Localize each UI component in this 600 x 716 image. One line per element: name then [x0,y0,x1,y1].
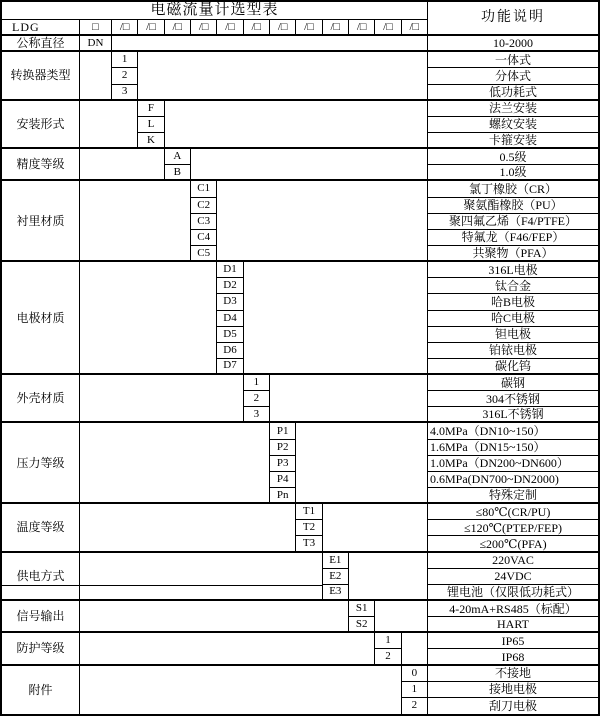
code-cell: 1 [402,682,428,698]
desc-cell: 24VDC [428,569,598,585]
span-cell [80,52,112,100]
code-cell: S2 [349,617,375,633]
span-cell [270,375,428,423]
code-cell: T2 [296,520,322,536]
model-slot-cell: /□ [165,20,191,36]
desc-cell: 聚四氟乙烯（F4/PTFE） [428,214,598,230]
span-cell [80,149,165,181]
desc-cell: 不接地 [428,666,598,682]
span-cell [80,633,375,665]
desc-cell: HART [428,617,598,633]
section-label: 防护等级 [2,633,80,665]
model-slot-cell: /□ [217,20,243,36]
desc-cell: 0.6MPa(DN700~DN2000) [428,472,598,488]
desc-cell: 低功耗式 [428,85,598,101]
code-cell: 2 [402,698,428,714]
code-cell: C3 [191,214,217,230]
desc-cell: 钛合金 [428,278,598,294]
section-label: 衬里材质 [2,181,80,262]
code-cell: B [165,165,191,181]
span-cell [80,262,217,375]
code-cell: 2 [244,391,270,407]
span-cell [80,423,270,504]
span-cell [80,553,323,601]
desc-cell: 锂电池（仅限低功耗式） [428,585,598,601]
desc-cell: 304不锈钢 [428,391,598,407]
model-slot-cell: /□ [375,20,401,36]
desc-cell: 哈B电极 [428,294,598,310]
code-cell: 3 [244,407,270,423]
code-cell: L [138,117,164,133]
code-cell: D6 [217,343,243,359]
desc-cell: 1.6MPa（DN15~150） [428,440,598,456]
code-cell: S1 [349,601,375,617]
span-cell [165,101,428,149]
code-cell: C1 [191,181,217,197]
section-label: 电极材质 [2,262,80,375]
code-cell: T3 [296,536,322,552]
desc-cell: 1.0级 [428,165,598,181]
desc-cell: 卡箍安装 [428,133,598,149]
desc-cell: 4-20mA+RS485（标配） [428,601,598,617]
desc-cell: 10-2000 [428,36,598,52]
span-cell [80,375,244,423]
section-label: 信号输出 [2,601,80,633]
desc-cell: 220VAC [428,553,598,569]
code-cell: C2 [191,198,217,214]
code-cell: Pn [270,488,296,504]
code-cell: P3 [270,456,296,472]
span-cell [244,262,428,375]
code-cell: 1 [375,633,401,649]
section-label: 供电方式 [2,553,80,601]
model-slot-cell: /□ [138,20,164,36]
desc-cell: 316L不锈钢 [428,407,598,423]
model-slot-cell: /□ [349,20,375,36]
code-cell: 2 [112,68,138,84]
code-cell: 0 [402,666,428,682]
desc-cell: 铂铱电极 [428,343,598,359]
span-cell [138,52,428,100]
desc-cell: 碳化钨 [428,359,598,375]
model-slot-cell: /□ [296,20,322,36]
span-cell [217,181,428,262]
code-cell: 2 [375,649,401,665]
desc-cell: 1.0MPa（DN200~DN600） [428,456,598,472]
code-cell: E1 [323,553,349,569]
code-cell: 3 [112,85,138,101]
model-box-cell: □ [80,20,112,36]
model-slot-cell: /□ [402,20,428,36]
section-label: 转换器类型 [2,52,80,100]
span-cell [80,504,296,552]
model-slot-cell: /□ [244,20,270,36]
span-cell [323,504,428,552]
section-label: 安装形式 [2,101,80,149]
code-cell: E3 [323,585,349,601]
code-cell: DN [80,36,112,52]
desc-cell: 一体式 [428,52,598,68]
desc-cell: ≤80℃(CR/PU) [428,504,598,520]
code-cell: F [138,101,164,117]
section-label: 附件 [2,666,80,714]
desc-cell: 钽电极 [428,327,598,343]
section-label: 外壳材质 [2,375,80,423]
model-slot-cell: /□ [191,20,217,36]
span-cell [191,149,428,181]
function-header: 功能说明 [428,2,598,36]
desc-cell: 316L电极 [428,262,598,278]
code-cell: 1 [112,52,138,68]
code-cell: D3 [217,294,243,310]
code-cell: P1 [270,423,296,439]
desc-cell: 特氟龙（F46/FEP） [428,230,598,246]
span-cell [80,601,349,633]
span-cell [402,633,428,665]
table-title: 电磁流量计选型表 [2,2,428,20]
desc-cell: IP68 [428,649,598,665]
model-slot-cell: /□ [112,20,138,36]
desc-cell: 4.0MPa（DN10~150） [428,423,598,439]
span-cell [80,181,191,262]
span-cell [80,101,138,149]
code-cell: 1 [244,375,270,391]
span-cell [80,666,402,714]
code-cell: D2 [217,278,243,294]
code-cell: C4 [191,230,217,246]
section-label: 温度等级 [2,504,80,552]
span-cell [112,36,428,52]
desc-cell: 特殊定制 [428,488,598,504]
code-cell: K [138,133,164,149]
code-cell: E2 [323,569,349,585]
code-cell: D4 [217,311,243,327]
section-label: 压力等级 [2,423,80,504]
code-cell: T1 [296,504,322,520]
model-slot-cell: /□ [270,20,296,36]
desc-cell: 法兰安装 [428,101,598,117]
section-label: 公称直径 [2,36,80,52]
code-cell: D7 [217,359,243,375]
span-cell [349,553,428,601]
desc-cell: 碳钢 [428,375,598,391]
desc-cell: 接地电极 [428,682,598,698]
section-label: 精度等级 [2,149,80,181]
code-cell: D1 [217,262,243,278]
desc-cell: IP65 [428,633,598,649]
desc-cell: ≤120℃(PTEP/FEP) [428,520,598,536]
desc-cell: 聚氨酯橡胶（PU） [428,198,598,214]
desc-cell: 共聚物（PFA） [428,246,598,262]
model-prefix-cell: LDG [2,20,80,36]
code-cell: P2 [270,440,296,456]
span-cell [375,601,428,633]
desc-cell: 哈C电极 [428,311,598,327]
code-cell: P4 [270,472,296,488]
desc-cell: 0.5级 [428,149,598,165]
desc-cell: 螺纹安装 [428,117,598,133]
code-cell: D5 [217,327,243,343]
desc-cell: ≤200℃(PFA) [428,536,598,552]
code-cell: C5 [191,246,217,262]
model-slot-cell: /□ [323,20,349,36]
span-cell [296,423,428,504]
artifact-row-line [2,585,323,586]
desc-cell: 刮刀电极 [488,698,537,713]
desc-cell: 分体式 [428,68,598,84]
code-cell: A [165,149,191,165]
desc-cell: 氯丁橡胶（CR） [428,181,598,197]
